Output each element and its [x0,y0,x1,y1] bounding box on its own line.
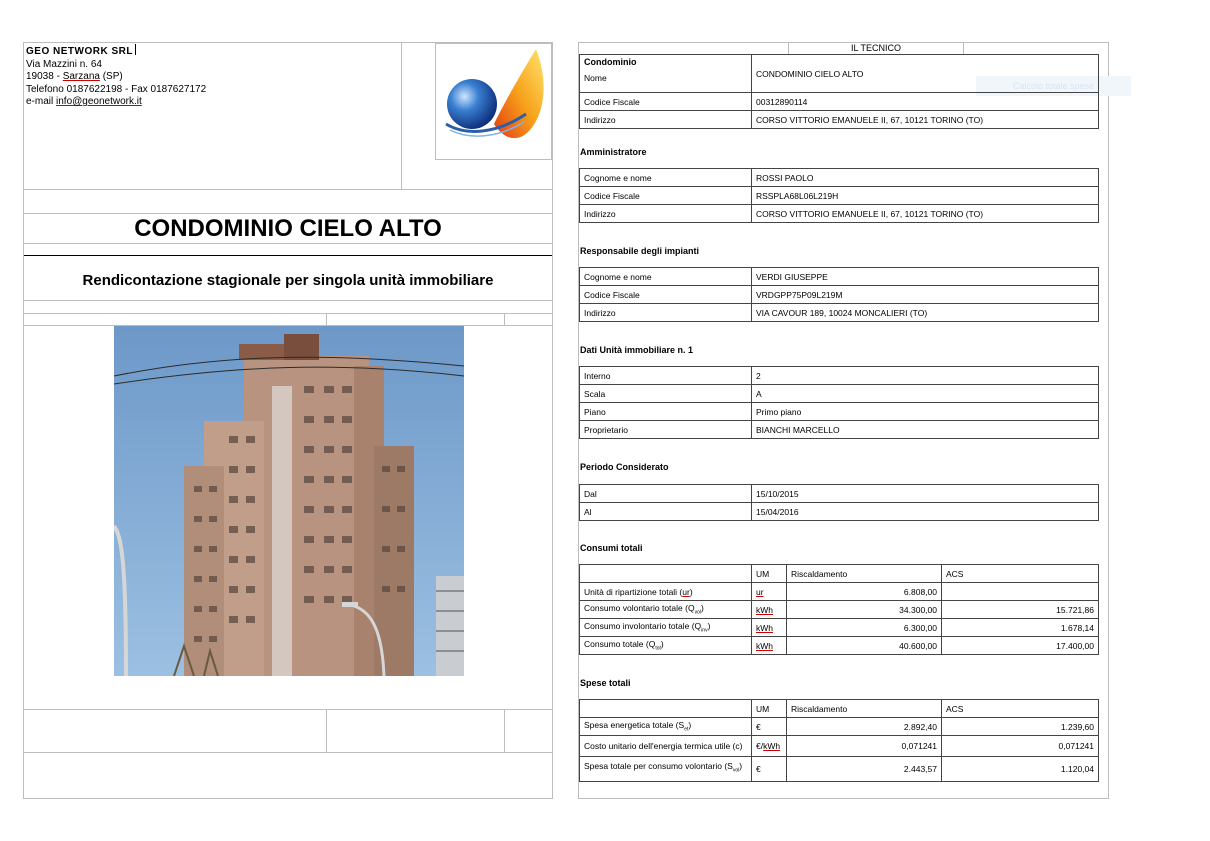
faded-button-label: Calcolo totale spese [976,76,1131,96]
um-cell: € [752,757,787,782]
interno-label: Interno [580,367,752,385]
title-underline [24,255,552,256]
periodo-table [579,484,1099,521]
header-um: UM [752,700,787,718]
al-label: Al [580,503,752,521]
grid-line [24,313,552,314]
um-cell: kWh [752,619,787,637]
acs-cell [942,583,1099,601]
company-phone: Telefono 0187622198 - Fax 0187627172 [26,83,207,95]
condominio-section: Condominio [584,57,637,67]
spese-row-label: Spesa totale per consumo volontario $(S_{vol})$ [580,757,752,782]
logo-globe-icon [436,44,551,159]
condominio-label-cell [580,55,752,93]
acs-cell: 1.120,04 [942,757,1099,782]
piano-label: Piano [580,403,752,421]
grid-line [24,189,552,190]
condominio-nome: CONDOMINIO CIELO ALTO [752,55,1099,93]
indirizzo-label: Indirizzo [580,111,752,129]
grid-line [24,300,552,301]
unita-table [579,366,1099,439]
condominio-cf: 00312890114 [752,93,1099,111]
document-subtitle: Rendicontazione stagionale per singola unità immobiliare [82,272,494,289]
consumi-row-label: Consumo volontario totale $(Q_{vol})$ [580,601,752,619]
indirizzo-label: Indirizzo [580,304,752,322]
amministratore-cf: RSSPLA68L06L219H [752,187,1099,205]
nome-label: Cognome e nome [580,169,752,187]
consumi-row-label: Consumo involontario totale $(Q_{inv})$ [580,619,752,637]
company-email-line [26,96,206,109]
cf-label: Codice Fiscale [580,187,752,205]
risc-cell: 34.300,00 [787,601,942,619]
periodo-section: Periodo Considerato [580,462,669,472]
company-street: Via Mazzini n. 64 [26,58,102,70]
company-block [26,44,206,109]
company-email-link[interactable]: info@geonetwork.it [56,96,142,107]
grid-line [504,709,505,752]
acs-cell: 0,071241 [942,736,1099,757]
grid-line [24,709,552,710]
spese-row-label: Spesa energetica totale $(S_{et})$ [580,718,752,736]
text-cursor [135,44,136,55]
acs-cell: 1.678,14 [942,619,1099,637]
header-riscaldamento: Riscaldamento [787,565,942,583]
grid-line [24,752,552,753]
amministratore-table [579,168,1099,223]
building-photo [114,326,464,676]
responsabile-cf: VRDGPP75P09L219M [752,286,1099,304]
um-cell: € [752,718,787,736]
um-cell: kWh [752,637,787,655]
unita-scala: A [752,385,1099,403]
company-cap: 19038 - [26,71,63,82]
scala-label: Scala [580,385,752,403]
condominio-indirizzo: CORSO VITTORIO EMANUELE II, 67, 10121 TORINO (TO) [752,111,1099,129]
company-city-line [26,71,206,84]
risc-cell: 40.600,00 [787,637,942,655]
dal-label: Dal [580,485,752,503]
um-cell: ur [752,583,787,601]
unita-interno: 2 [752,367,1099,385]
company-city: Sarzana [62,71,100,82]
amministratore-indirizzo: CORSO VITTORIO EMANUELE II, 67, 10121 TORINO (TO) [752,205,1099,223]
amministratore-section: Amministratore [580,147,647,157]
company-prov: (SP) [99,71,123,82]
header-um: UM [752,565,787,583]
grid-line [504,313,505,325]
risc-cell: 2.443,57 [787,757,942,782]
risc-cell: 0,071241 [787,736,942,757]
unita-section: Dati Unità immobiliare n. 1 [580,345,694,355]
header-tab-tecnico: IL TECNICO [788,42,964,55]
report-page [578,42,1109,799]
risc-cell: 6.300,00 [787,619,942,637]
grid-line [24,213,552,214]
nome-label: Cognome e nome [580,268,752,286]
document-title: CONDOMINIO CIELO ALTO [134,215,442,242]
responsabile-indirizzo: VIA CAVOUR 189, 10024 MONCALIERI (TO) [752,304,1099,322]
acs-cell: 1.239,60 [942,718,1099,736]
email-label: e-mail [26,96,57,107]
header-acs: ACS [942,700,1099,718]
condominio-table [579,54,1099,129]
consumi-row-label: Unità di ripartizione totali (ur) [580,583,752,601]
acs-cell: 17.400,00 [942,637,1099,655]
consumi-table [579,564,1099,655]
risc-cell: 6.808,00 [787,583,942,601]
proprietario-label: Proprietario [580,421,752,439]
consumi-row-label: Consumo totale $(Q_{tot})$ [580,637,752,655]
consumi-section: Consumi totali [580,543,643,553]
um-cell: €/kWh [752,736,787,757]
header-empty [580,565,752,583]
cf-label: Codice Fiscale [580,93,752,111]
grid-line [326,709,327,752]
spese-row-label: Costo unitario dell'energia termica utile (c) [580,736,752,757]
acs-cell: 15.721,86 [942,601,1099,619]
header-acs: ACS [942,565,1099,583]
responsabile-table [579,267,1099,322]
cf-label: Codice Fiscale [580,286,752,304]
company-name: GEO NETWORK SRL [26,46,133,57]
nome-label: Nome [584,73,607,83]
header-empty [580,700,752,718]
spese-section: Spese totali [580,678,631,688]
spese-table [579,699,1099,782]
unita-piano: Primo piano [752,403,1099,421]
um-cell: kWh [752,601,787,619]
periodo-dal: 15/10/2015 [752,485,1099,503]
indirizzo-label: Indirizzo [580,205,752,223]
grid-line [401,43,402,189]
unita-proprietario: BIANCHI MARCELLO [752,421,1099,439]
grid-line [326,313,327,325]
responsabile-section: Responsabile degli impianti [580,246,700,256]
responsabile-nome: VERDI GIUSEPPE [752,268,1099,286]
periodo-al: 15/04/2016 [752,503,1099,521]
amministratore-nome: ROSSI PAOLO [752,169,1099,187]
cover-page [23,42,553,799]
grid-line [24,243,552,244]
header-riscaldamento: Riscaldamento [787,700,942,718]
company-logo [435,43,552,160]
risc-cell: 2.892,40 [787,718,942,736]
